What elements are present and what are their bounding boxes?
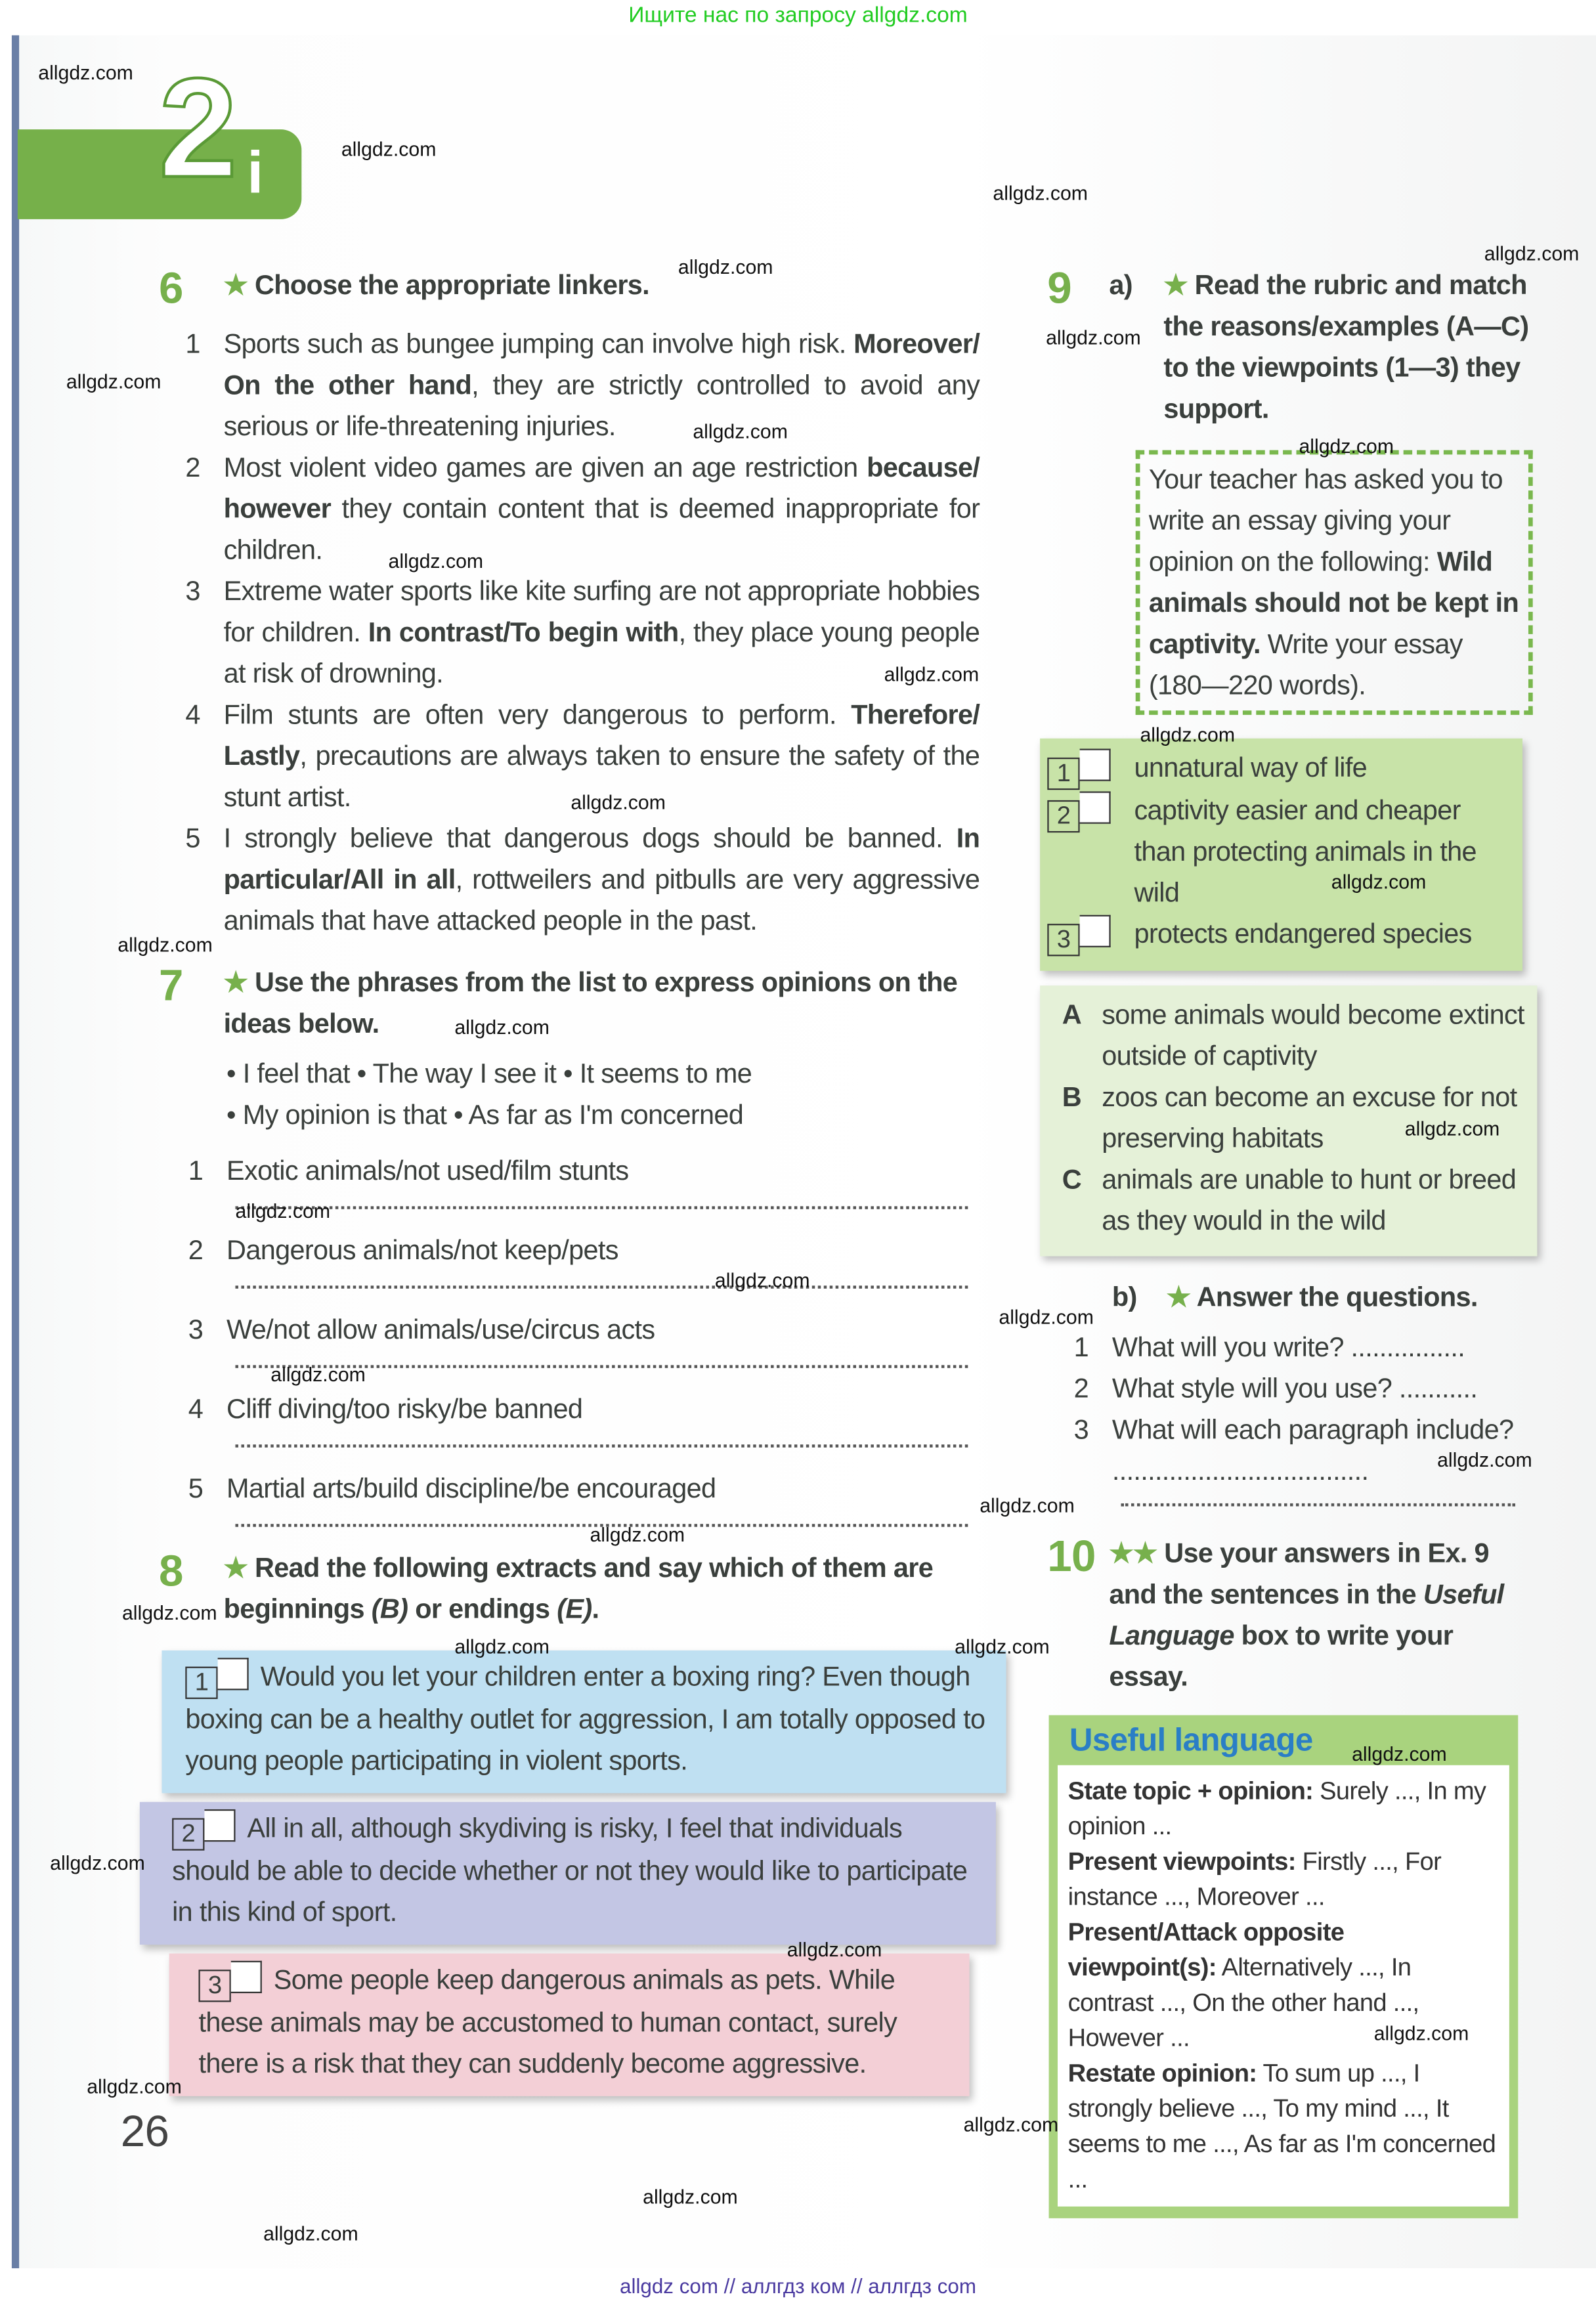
- item-text: Film stunts are often very dangerous to perform.: [223, 699, 852, 730]
- bottom-footer[interactable]: allgdz com // аллгдз ком // аллгдз com: [620, 2274, 977, 2298]
- item-number: 2: [185, 451, 200, 483]
- extract-number: 2: [172, 1818, 204, 1850]
- extract-text: [172, 1808, 978, 1933]
- ex7-title: Use the phrases from the list to express opinions on the ideas below.: [223, 966, 958, 1039]
- item-number: 2: [188, 1234, 204, 1265]
- watermark: allgdz.com: [787, 1939, 882, 1961]
- item-text-end: they contain content that is deemed inappropriate for children.: [223, 492, 980, 565]
- right-column: [1047, 265, 1530, 2218]
- extract-body: All in all, although skydiving is risky, I feel that individuals should be able to decide whether or not they would like to participate in this kind of sport.: [172, 1812, 968, 1928]
- item-number: 3: [188, 1313, 204, 1345]
- question-number: 1: [1073, 1331, 1089, 1362]
- extract-number: 1: [185, 1667, 217, 1699]
- item-number: 4: [188, 1392, 204, 1424]
- ex7-item: [188, 1230, 980, 1271]
- star-icon: ★: [1163, 269, 1188, 301]
- watermark: allgdz.com: [1437, 1448, 1532, 1471]
- reason-item: [1062, 1159, 1530, 1241]
- ex9-title: Read the rubric and match the reasons/examples (A—C) to the viewpoints (1—3) they support.: [1163, 269, 1529, 424]
- watermark: allgdz.com: [38, 62, 133, 84]
- item-text: Most violent video games are given an age restriction: [223, 451, 867, 483]
- ex7-item: [188, 1468, 980, 1509]
- ex7-item: [188, 1309, 980, 1350]
- ex8-extracts: [159, 1650, 985, 2096]
- star-icon: ★★: [1109, 1537, 1157, 1568]
- linker-choice[interactable]: Moreover/ On the other hand: [223, 328, 980, 400]
- question-number: 3: [1073, 1413, 1089, 1445]
- ex10-number: 10: [1047, 1532, 1096, 1582]
- answer-line[interactable]: [235, 1285, 968, 1288]
- watermark: allgdz.com: [714, 1269, 810, 1292]
- watermark: allgdz.com: [1299, 435, 1394, 458]
- item-number: 4: [185, 699, 200, 730]
- viewpoint-item: [1047, 747, 1515, 790]
- section-phrases: Alternatively ..., In contrast ..., On the other hand ..., However ...: [1068, 1953, 1419, 2052]
- ex8-title-b: (B): [371, 1593, 408, 1624]
- item-number: 1: [188, 1154, 204, 1186]
- item-text-end: , rottweilers and pitbulls are very aggressive animals that have attacked people in the past.: [223, 863, 980, 936]
- ex8-title: Read the following extracts and say which of them are beginnings: [223, 1551, 934, 1624]
- question-text: What will each paragraph include? ....................................: [1111, 1413, 1514, 1486]
- ex9-number: 9: [1047, 265, 1072, 314]
- reason-letter: B: [1062, 1081, 1081, 1112]
- item-text: Exotic animals/not used/film stunts: [226, 1154, 629, 1186]
- ex6-items: [159, 324, 980, 941]
- question-item: [1073, 1327, 1530, 1368]
- reason-text: animals are unable to hunt or breed as they would in the wild: [1102, 1163, 1517, 1236]
- item-text-end: , they are strictly controlled to avoid any serious or life-threatening injuries.: [223, 369, 980, 442]
- section-heading: Present viewpoints:: [1068, 1847, 1296, 1876]
- star-icon: ★: [223, 966, 248, 998]
- answer-box[interactable]: [231, 1961, 262, 1993]
- reason-letter: A: [1062, 999, 1081, 1030]
- ex8-title-c: or endings: [408, 1593, 557, 1624]
- question-item: [1073, 1368, 1530, 1410]
- ex8-number: 8: [158, 1547, 183, 1597]
- watermark: allgdz.com: [643, 2186, 738, 2209]
- ex9-part-b: b): [1111, 1281, 1137, 1312]
- useful-language-content: [1058, 1765, 1509, 2207]
- extract-body: Would you let your children enter a boxing ring? Even though boxing can be a healthy outlet for aggression, I am totally opposed to young people participating in violent sports.: [185, 1660, 985, 1776]
- item-text: We/not allow animals/use/circus acts: [226, 1313, 655, 1345]
- useful-section: [1068, 1774, 1499, 1845]
- star-icon: ★: [1166, 1281, 1191, 1312]
- ex6-header: [158, 265, 980, 314]
- question-text: What will you write? ................: [1111, 1331, 1465, 1362]
- watermark: allgdz.com: [1373, 2022, 1469, 2045]
- item-number: 1: [185, 328, 200, 359]
- extract-box: [169, 1954, 970, 2096]
- ex6-item: [185, 571, 980, 694]
- watermark: allgdz.com: [388, 550, 484, 572]
- question-text: What style will you use? ...........: [1111, 1372, 1478, 1404]
- ex7-phrases-line1: • I feel that • The way I see it • It seems to me: [226, 1057, 752, 1089]
- item-text: I strongly believe that dangerous dogs should be banned.: [223, 822, 957, 853]
- linker-choice[interactable]: In particular/All in all: [223, 822, 980, 895]
- extract-box: [140, 1802, 996, 1945]
- item-text: Martial arts/build discipline/be encouraged: [226, 1472, 716, 1503]
- ex7-item: [188, 1389, 980, 1430]
- section-heading: Restate opinion:: [1068, 2059, 1257, 2088]
- ex9-title-b: Answer the questions.: [1196, 1281, 1478, 1312]
- watermark: allgdz.com: [1331, 871, 1427, 894]
- viewpoint-text: protects endangered species: [1134, 918, 1472, 949]
- watermark: allgdz.com: [1046, 326, 1141, 349]
- viewpoint-number: 2: [1047, 800, 1079, 832]
- ex9b-header: [1047, 1277, 1530, 1318]
- ex7-number: 7: [158, 962, 183, 1011]
- viewpoint-item: [1047, 913, 1515, 956]
- viewpoint-text: captivity easier and cheaper than protecting animals in the wild: [1134, 794, 1477, 908]
- ex7-phrases-line2: • My opinion is that • As far as I'm concerned: [226, 1098, 744, 1130]
- ex6-item: [185, 447, 980, 571]
- useful-language-box: [1049, 1715, 1519, 2218]
- item-text-end: , precautions are always taken to ensure the safety of the stunt artist.: [223, 740, 980, 812]
- ex9-part-a: a): [1109, 269, 1132, 301]
- extract-body: Some people keep dangerous animals as pets. While these animals may be accustomed to human contact, surely there is a risk that they can suddenly become aggressive.: [198, 1964, 897, 2079]
- extract-box: [162, 1650, 1006, 1793]
- watermark: allgdz.com: [955, 1635, 1050, 1658]
- watermark: allgdz.com: [454, 1635, 550, 1658]
- watermark: allgdz.com: [678, 255, 773, 278]
- page-spine: [12, 35, 19, 2268]
- watermark: allgdz.com: [590, 1524, 685, 1546]
- ex10-title-end: box to write your essay.: [1109, 1619, 1454, 1692]
- watermark: allgdz.com: [87, 2075, 182, 2098]
- reason-item: [1062, 995, 1530, 1077]
- extract-number: 3: [198, 1970, 230, 2002]
- watermark: allgdz.com: [999, 1306, 1094, 1329]
- reason-text: zoos can become an excuse for not preserving habitats: [1102, 1081, 1517, 1154]
- watermark: allgdz.com: [235, 1200, 331, 1222]
- section-heading: State topic + opinion:: [1068, 1777, 1314, 1805]
- answer-line[interactable]: [1121, 1503, 1515, 1506]
- ex6-number: 6: [158, 265, 183, 314]
- watermark: allgdz.com: [263, 2222, 358, 2245]
- item-text-end: , they place young people at risk of drowning.: [223, 616, 980, 689]
- viewpoint-text: unnatural way of life: [1134, 751, 1368, 783]
- watermark: allgdz.com: [980, 1494, 1075, 1517]
- ex7-item: [188, 1150, 980, 1192]
- extract-text: [198, 1959, 951, 2084]
- ex10-title: Use your answers in Ex. 9 and the sentences in the: [1109, 1537, 1489, 1610]
- watermark: allgdz.com: [963, 2113, 1059, 2136]
- watermark: allgdz.com: [693, 420, 788, 443]
- item-text: Dangerous animals/not keep/pets: [226, 1234, 618, 1265]
- section-heading: Present/Attack opposite viewpoint(s):: [1068, 1918, 1345, 1982]
- rubric-topic: Wild animals should not be kept in captivity.: [1148, 546, 1519, 659]
- answer-box[interactable]: [1080, 748, 1111, 781]
- answer-line[interactable]: [235, 1206, 968, 1209]
- watermark: allgdz.com: [1140, 723, 1236, 746]
- item-text: Extreme water sports like kite surfing are not appropriate hobbies for children.: [223, 575, 980, 647]
- ex10-header: [1047, 1533, 1530, 1698]
- item-text: Sports such as bungee jumping can involve high risk.: [223, 328, 854, 359]
- watermark: allgdz.com: [121, 1602, 217, 1624]
- extract-text: [185, 1656, 988, 1781]
- ex8-title-e: (E): [557, 1593, 592, 1624]
- reason-letter: C: [1062, 1163, 1081, 1195]
- viewpoint-number: 3: [1047, 924, 1079, 956]
- ex6-item: [185, 818, 980, 941]
- section-phrases: Surely ..., In my opinion ...: [1068, 1777, 1486, 1840]
- star-icon: ★: [223, 1551, 248, 1583]
- ex8-header: [159, 1547, 980, 1629]
- viewpoint-number: 1: [1047, 758, 1079, 790]
- section-phrases: To sum up ..., I strongly believe ..., To my mind ..., It seems to me ..., As far as I'm concerned ...: [1068, 2059, 1496, 2193]
- star-icon: ★: [223, 269, 248, 301]
- reason-text: some animals would become extinct outside of captivity: [1102, 999, 1524, 1071]
- watermark: allgdz.com: [1484, 242, 1580, 265]
- top-banner[interactable]: Ищите нас по запросу allgdz.com: [628, 3, 968, 28]
- answer-line[interactable]: [235, 1444, 968, 1447]
- watermark: allgdz.com: [66, 370, 162, 393]
- linker-choice[interactable]: Therefore/ Lastly: [223, 699, 980, 771]
- viewpoints-box: [1040, 739, 1522, 971]
- answer-box[interactable]: [1080, 791, 1111, 823]
- watermark: allgdz.com: [884, 663, 980, 686]
- watermark: allgdz.com: [571, 791, 666, 814]
- viewpoint-item: [1047, 790, 1515, 913]
- linker-choice[interactable]: In contrast/To begin with: [368, 616, 679, 647]
- question-number: 2: [1073, 1372, 1089, 1404]
- item-number: 5: [185, 822, 200, 853]
- item-number: 5: [188, 1472, 204, 1503]
- section-phrases: Firstly ..., For instance ..., Moreover ...: [1068, 1847, 1442, 1911]
- ex10-title-useful: Useful Language: [1109, 1578, 1504, 1650]
- watermark: allgdz.com: [118, 934, 213, 957]
- ex6-title: Choose the appropriate linkers.: [254, 269, 650, 301]
- watermark: allgdz.com: [454, 1016, 550, 1039]
- item-number: 3: [185, 575, 200, 607]
- ex6-item: [185, 324, 980, 447]
- useful-language-title: Useful language: [1069, 1721, 1313, 1758]
- ex7-header: [159, 962, 980, 1044]
- useful-section: [1068, 1845, 1499, 1916]
- watermark: allgdz.com: [270, 1364, 366, 1386]
- watermark: allgdz.com: [50, 1851, 145, 1874]
- answer-box[interactable]: [204, 1809, 235, 1842]
- watermark: allgdz.com: [1404, 1117, 1500, 1140]
- watermark: allgdz.com: [993, 182, 1088, 205]
- answer-box[interactable]: [218, 1658, 249, 1690]
- rubric-text: Your teacher has asked you to write an essay giving your opinion on the following:: [1148, 463, 1503, 577]
- item-text: Cliff diving/too risky/be banned: [226, 1392, 583, 1424]
- ex8-title-end: .: [592, 1593, 599, 1624]
- ex9-rubric-box: [1136, 450, 1533, 715]
- answer-box[interactable]: [1080, 915, 1111, 947]
- watermark: allgdz.com: [1352, 1743, 1447, 1765]
- rubric-text-end: Write your essay (180—220 words).: [1148, 628, 1463, 701]
- page-number: 26: [120, 2107, 169, 2157]
- watermark: allgdz.com: [341, 138, 437, 161]
- linker-choice[interactable]: because/ however: [223, 451, 980, 524]
- unit-number: 2: [158, 50, 237, 207]
- useful-section: [1068, 2056, 1499, 2197]
- unit-letter: i: [247, 141, 263, 206]
